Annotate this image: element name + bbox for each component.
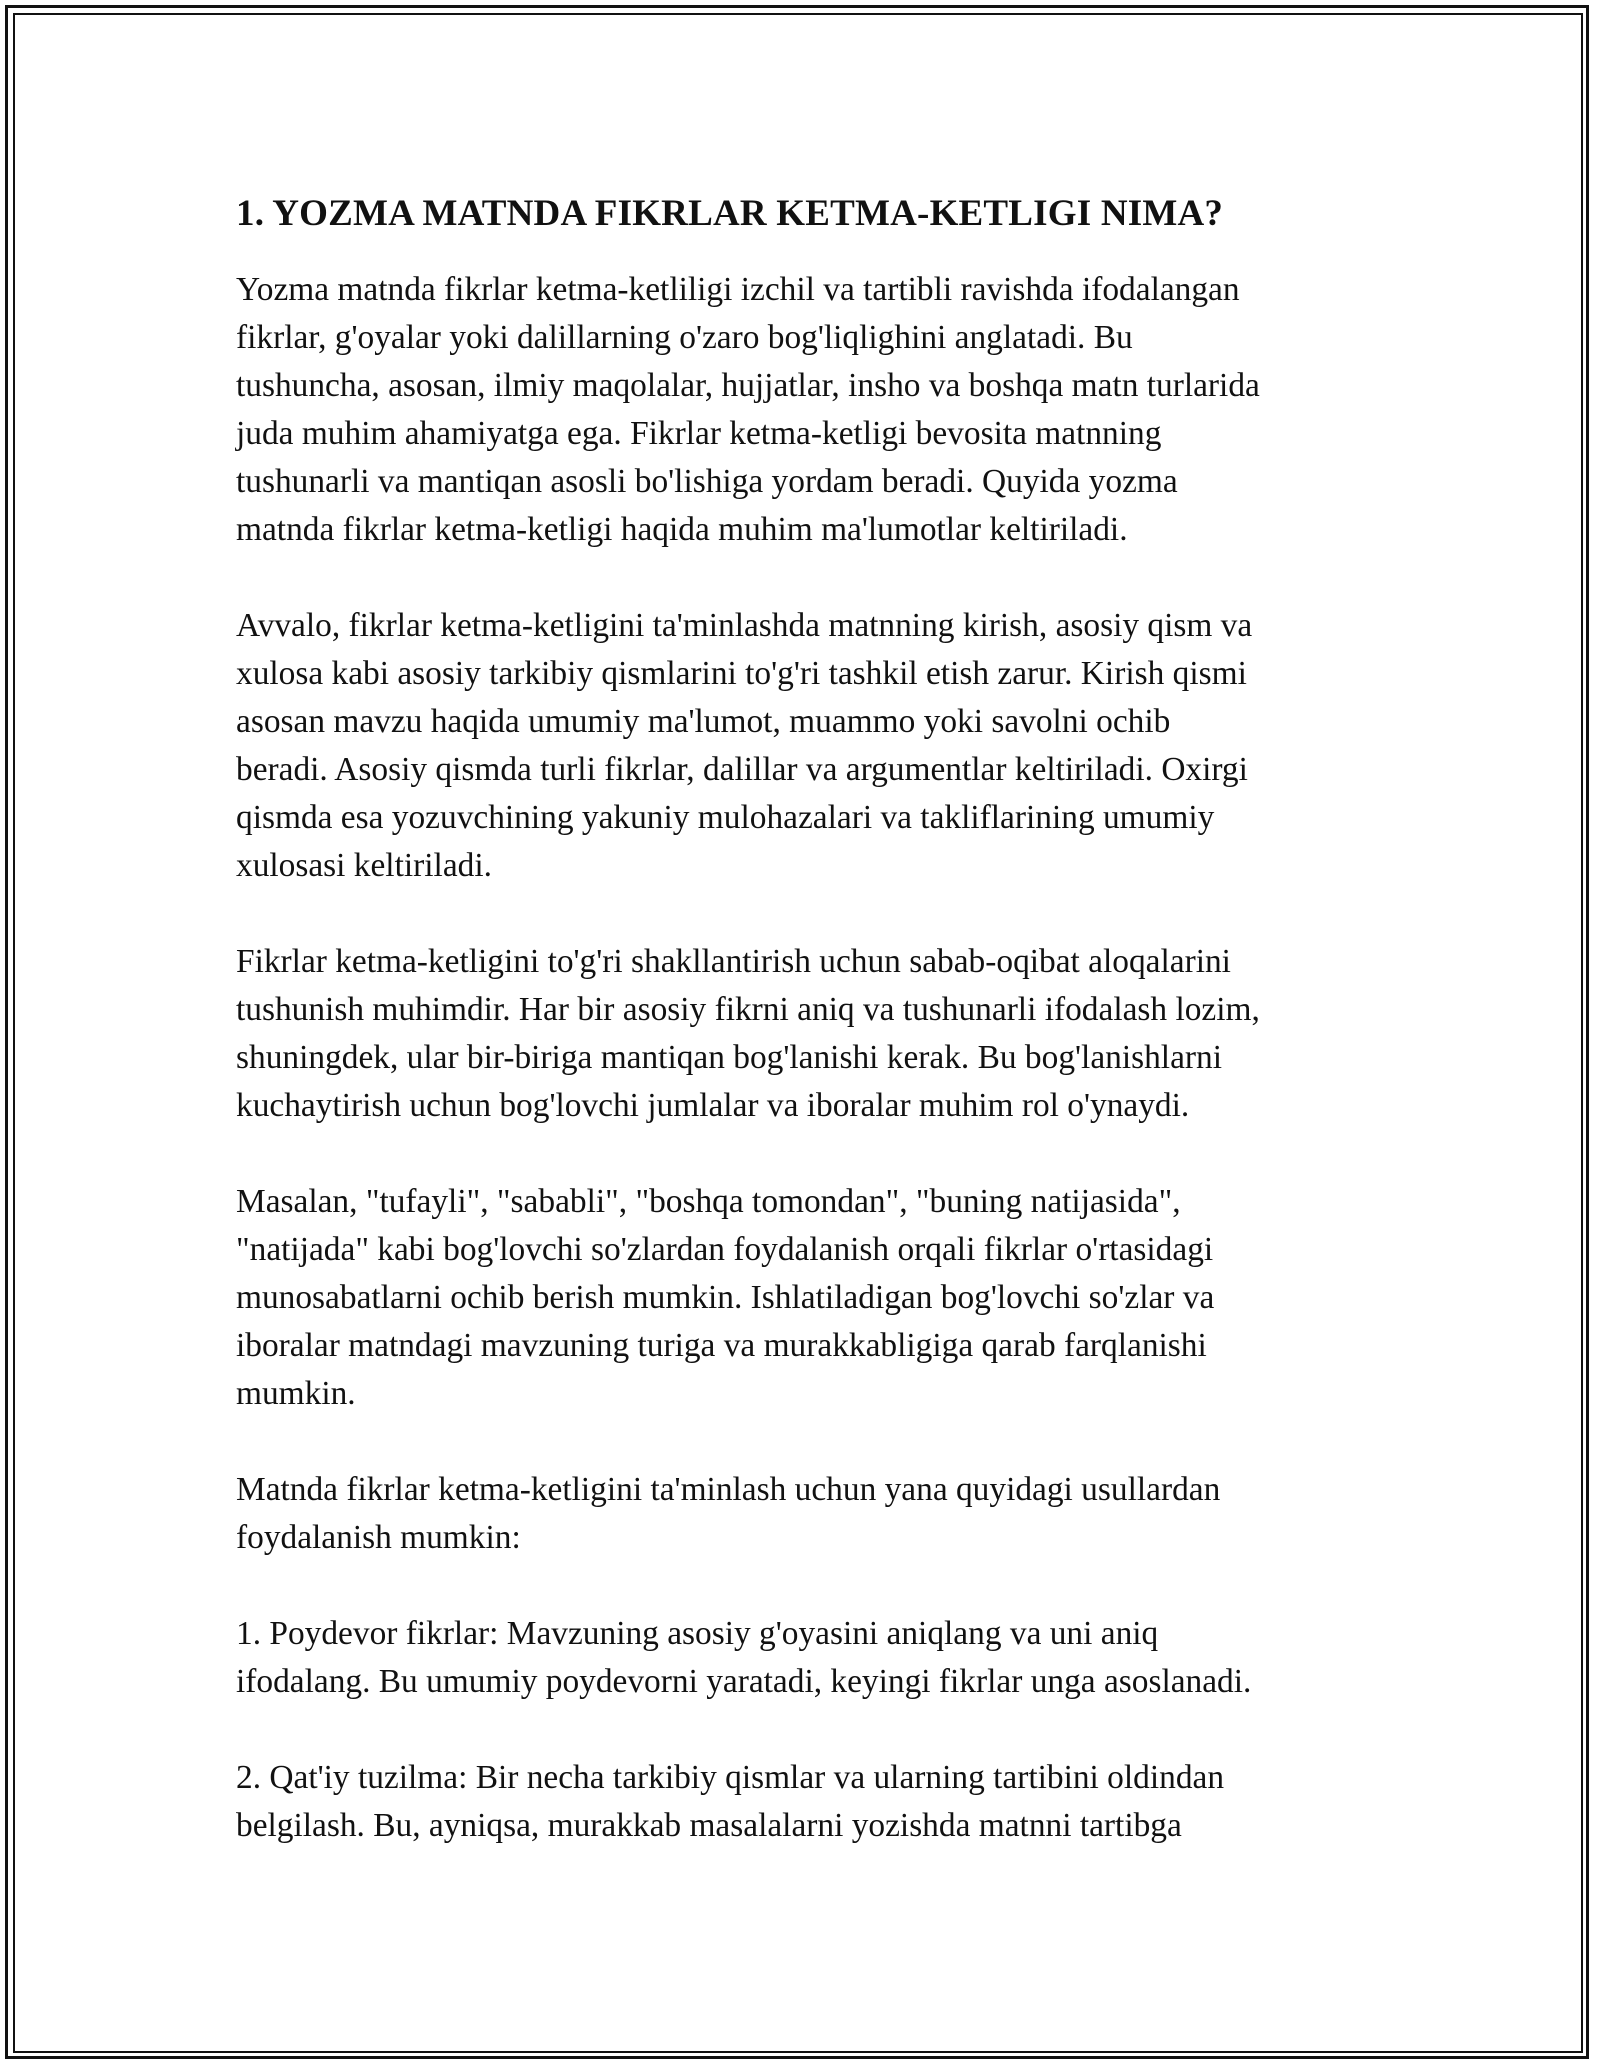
text-line: tushuncha, asosan, ilmiy maqolalar, hujjatlar, insho va boshqa matn turlarida xyxy=(236,367,1260,404)
list-item-foundation xyxy=(236,1610,1386,1706)
paragraph-cause-effect xyxy=(236,938,1386,1130)
text-line: 2. Qat'iy tuzilma: Bir necha tarkibiy qismlar va ularning tartibini oldindan xyxy=(236,1759,1225,1796)
text-line: ifodalang. Bu umumiy poydevorni yaratadi, keyingi fikrlar unga asoslanadi. xyxy=(236,1663,1252,1700)
text-line: Masalan, "tufayli", "sababli", "boshqa tomondan", "buning natijasida", xyxy=(236,1183,1181,1220)
text-line: xulosasi keltiriladi. xyxy=(236,847,492,884)
text-line: "natijada" kabi bog'lovchi so'zlardan foydalanish orqali fikrlar o'rtasidagi xyxy=(236,1231,1214,1268)
text-line: kuchaytirish uchun bog'lovchi jumlalar va iboralar muhim rol o'ynaydi. xyxy=(236,1087,1190,1124)
text-line: belgilash. Bu, ayniqsa, murakkab masalalarni yozishda matnni tartibga xyxy=(236,1807,1182,1844)
text-line: munosabatlarni ochib berish mumkin. Ishlatiladigan bog'lovchi so'zlar va xyxy=(236,1279,1215,1316)
list-item-structure xyxy=(236,1754,1386,1850)
text-line: tushunish muhimdir. Har bir asosiy fikrni aniq va tushunarli ifodalash lozim, xyxy=(236,991,1260,1028)
text-line: shuningdek, ular bir-biriga mantiqan bog'lanishi kerak. Bu bog'lanishlarni xyxy=(236,1039,1222,1076)
text-line: beradi. Asosiy qismda turli fikrlar, dalillar va argumentlar keltiriladi. Oxirgi xyxy=(236,751,1248,788)
paragraph-methods-intro xyxy=(236,1466,1386,1562)
text-line: mumkin. xyxy=(236,1375,356,1412)
text-line: foydalanish mumkin: xyxy=(236,1519,521,1556)
paragraph-structure xyxy=(236,602,1386,890)
text-line: Yozma matnda fikrlar ketma-ketliligi izchil va tartibli ravishda ifodalangan xyxy=(236,271,1240,308)
paragraph-intro xyxy=(236,266,1386,554)
paragraph-connectors xyxy=(236,1178,1386,1418)
text-line: asosan mavzu haqida umumiy ma'lumot, muammo yoki savolni ochib xyxy=(236,703,1171,740)
text-line: xulosa kabi asosiy tarkibiy qismlarini to'g'ri tashkil etish zarur. Kirish qismi xyxy=(236,655,1247,692)
text-line: Fikrlar ketma-ketligini to'g'ri shakllantirish uchun sabab-oqibat aloqalarini xyxy=(236,943,1231,980)
document-body xyxy=(236,186,1386,1850)
text-line: Avvalo, fikrlar ketma-ketligini ta'minlashda matnning kirish, asosiy qism va xyxy=(236,607,1253,644)
text-line: tushunarli va mantiqan asosli bo'lishiga yordam beradi. Quyida yozma xyxy=(236,463,1178,500)
text-line: iboralar matndagi mavzuning turiga va murakkabligiga qarab farqlanishi xyxy=(236,1327,1207,1364)
text-line: juda muhim ahamiyatga ega. Fikrlar ketma-ketligi bevosita matnning xyxy=(236,415,1162,452)
text-line: Matnda fikrlar ketma-ketligini ta'minlash uchun yana quyidagi usullardan xyxy=(236,1471,1221,1508)
text-line: matnda fikrlar ketma-ketligi haqida muhim ma'lumotlar keltiriladi. xyxy=(236,511,1128,548)
document-title: 1. YOZMA MATNDA FIKRLAR KETMA-KETLIGI NIMA? xyxy=(236,193,1224,234)
text-line: 1. Poydevor fikrlar: Mavzuning asosiy g'oyasini aniqlang va uni aniq xyxy=(236,1615,1159,1652)
text-line: fikrlar, g'oyalar yoki dalillarning o'zaro bog'liqlighini anglatadi. Bu xyxy=(236,319,1133,356)
text-line: qismda esa yozuvchining yakuniy mulohazalari va takliflarining umumiy xyxy=(236,799,1215,836)
